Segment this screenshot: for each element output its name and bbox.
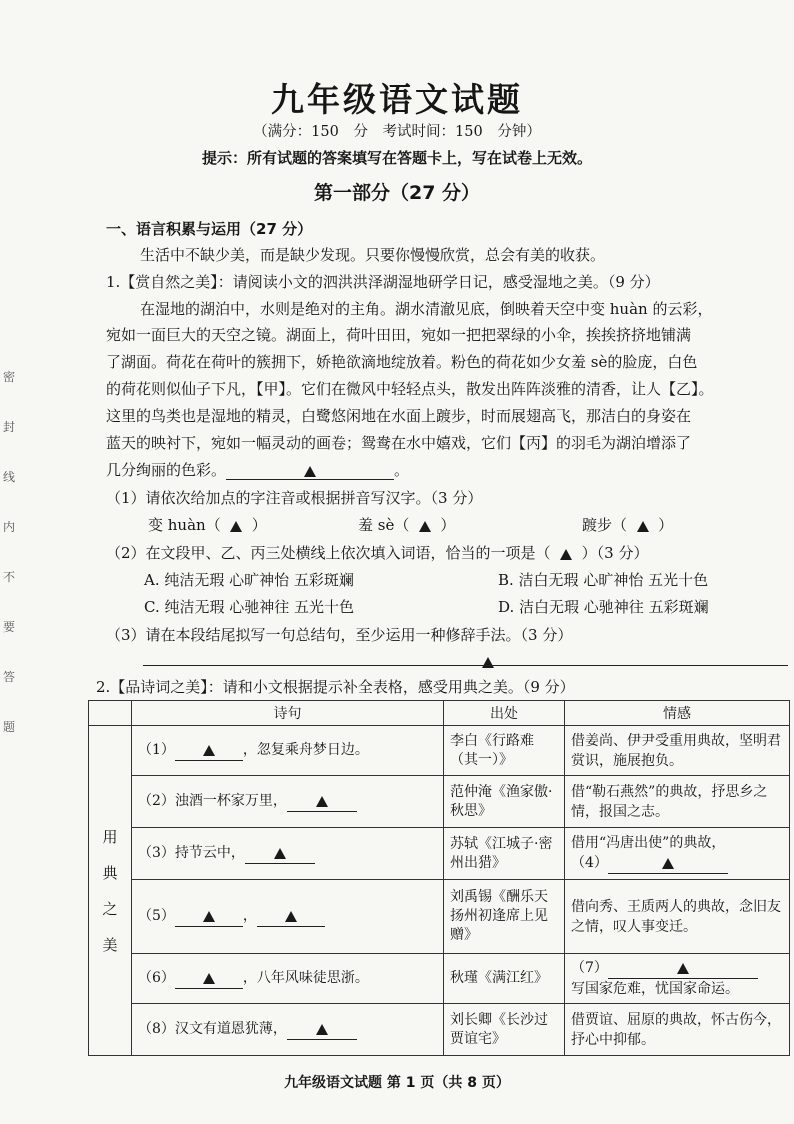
passage-line: 了湖面。荷花在荷叶的簇拥下，娇艳欲滴地绽放着。粉色的荷花如少女羞 sè的脸庞，白色: [106, 353, 698, 371]
answer-triangle-icon: [419, 521, 431, 532]
table-row-emotion: 借姜尚、伊尹受重用典故，坚明君赏识，施展抱负。: [565, 726, 790, 776]
table-corner: [89, 701, 132, 726]
table-row-source: 刘长卿《长沙过贾谊宅》: [444, 1004, 565, 1056]
passage-line: 蓝天的映衬下，宛如一幅灵动的画卷；鸳鸯在水中嬉戏，它们【丙】的羽毛为湖泊增添了: [106, 434, 692, 452]
passage-line: 宛如一面巨大的天空之镜。湖面上，荷叶田田，宛如一把把翠绿的小伞，挨挨挤挤地铺满: [106, 326, 692, 344]
question-1-3: （3）请在本段结尾拟写一句总结句，至少运用一种修辞手法。（3 分）: [106, 626, 573, 644]
table-header-poem: 诗句: [132, 701, 444, 726]
part-heading: 第一部分（27 分）: [313, 182, 481, 204]
answer-triangle-icon: [560, 549, 572, 560]
passage-line: 这里的鸟类也是湿地的精灵，白鹭悠闲地在水面上踱步，时而展翅高飞，那洁白的身姿在: [106, 407, 692, 425]
table-row-emotion: 借“勒石燕然”的典故，抒思乡之情，报国之志。: [565, 776, 790, 828]
table-row-emotion: 借贾谊、屈原的典故，怀古伤今，抒心中抑郁。: [565, 1004, 790, 1056]
answer-triangle-icon: [637, 521, 649, 532]
answer-triangle-icon: [482, 652, 494, 671]
table-row-source: 刘禹锡《酬乐天扬州初逢席上见赠》: [444, 880, 565, 954]
allusion-table: [88, 700, 790, 1056]
table-row-emotion[interactable]: 借用“冯唐出使”的典故， （4）: [565, 828, 790, 880]
answer-triangle-icon: [304, 466, 316, 477]
table-row-poem[interactable]: （6） ，八年风味徒思浙。: [132, 954, 444, 1004]
option-d: D. 洁白无瑕 心驰神往 五彩斑斓: [498, 598, 709, 616]
table-header-emotion: 情感: [565, 701, 790, 726]
answer-line[interactable]: [143, 665, 788, 666]
exam-meta: （满分：150 分 考试时间：150 分钟）: [253, 124, 541, 140]
question-1-1: （1）请依次给加点的字注音或根据拼音写汉字。（3 分）: [106, 489, 483, 507]
option-c: C. 纯洁无瑕 心驰神往 五光十色: [144, 598, 355, 616]
question-1-2[interactable]: （2）在文段甲、乙、丙三处横线上依次填入词语，恰当的一项是（ ）（3 分）: [106, 544, 649, 562]
seal-line-text: 密 封 线 内 不 要 答 题: [2, 370, 15, 734]
table-row-poem[interactable]: （3）持节云中，: [132, 828, 444, 880]
section-title: 一、语言积累与运用（27 分）: [106, 220, 313, 238]
option-b: B. 洁白无瑕 心旷神怡 五光十色: [498, 571, 709, 589]
answer-triangle-icon: [230, 521, 242, 532]
table-row-source: 李白《行路难（其一）》: [444, 726, 565, 776]
pinyin-item-3[interactable]: 踱步（ ）: [582, 516, 674, 534]
table-header-source: 出处: [444, 701, 565, 726]
question-2-title: 2.【品诗词之美】：请和小文根据提示补全表格，感受用典之美。（9 分）: [96, 678, 575, 696]
table-row-emotion[interactable]: （7） 写国家危难，忧国家命运。: [565, 954, 790, 1004]
table-row-poem[interactable]: （5） ，: [132, 880, 444, 954]
option-a: A. 纯洁无瑕 心旷神怡 五彩斑斓: [144, 571, 354, 589]
table-row-source: 范仲淹《渔家傲·秋思》: [444, 776, 565, 828]
table-category: 用 典 之 美: [89, 726, 132, 1056]
table-row-emotion: 借向秀、王质两人的典故，念旧友之情，叹人事变迁。: [565, 880, 790, 954]
question-1-title: 1.【赏自然之美】：请阅读小文的泗洪洪泽湖湿地研学日记，感受湿地之美。（9 分）: [106, 273, 660, 291]
pinyin-item-1[interactable]: 变 huàn（ ）: [148, 516, 267, 534]
table-row-poem[interactable]: （8）汉文有道恩犹薄，: [132, 1004, 444, 1056]
exam-title: 九年级语文试题: [271, 80, 523, 119]
passage-line: 的荷花则似仙子下凡，【甲】。它们在微风中轻轻点头，散发出阵阵淡雅的清香，让人【乙】。: [106, 380, 714, 398]
pinyin-item-2[interactable]: 羞 sè（ ）: [358, 516, 456, 534]
table-row-poem[interactable]: （1） ，忽复乘舟梦日边。: [132, 726, 444, 776]
passage-line-last: 几分绚丽的色彩。 。: [106, 461, 410, 479]
section-intro: 生活中不缺少美，而是缺少发现。只要你慢慢欣赏，总会有美的收获。: [140, 246, 606, 264]
answer-blank[interactable]: [226, 461, 394, 480]
exam-hint: 提示：所有试题的答案填写在答题卡上，写在试卷上无效。: [201, 149, 592, 167]
table-row-source: 秋瑾《满江红》: [444, 954, 565, 1004]
page-footer: 九年级语文试题 第 1 页（共 8 页）: [284, 1075, 510, 1091]
table-row-poem[interactable]: （2）浊酒一杯家万里，: [132, 776, 444, 828]
table-row-source: 苏轼《江城子·密州出猎》: [444, 828, 565, 880]
passage-line: 在湿地的湖泊中，水则是绝对的主角。湖水清澈见底，倒映着天空中变 huàn 的云彩，: [140, 300, 713, 318]
